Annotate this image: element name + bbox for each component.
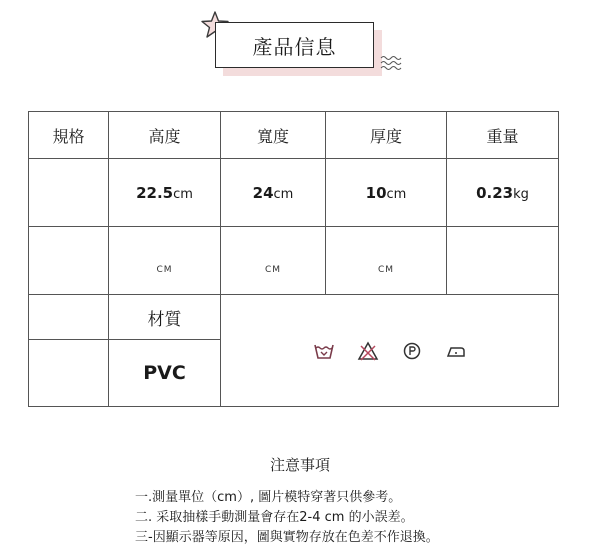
iron-icon — [445, 341, 467, 361]
no-bleach-icon — [357, 341, 379, 361]
unit-label: CM — [377, 265, 395, 275]
care-icons — [221, 341, 558, 361]
table-cell-empty — [447, 227, 559, 295]
height-value: 22.5cm — [109, 159, 221, 227]
care-icons-cell — [221, 295, 559, 407]
notes-list — [135, 488, 439, 548]
thickness-value: 10cm — [326, 159, 447, 227]
width-value: 24cm — [221, 159, 326, 227]
header-thickness: 厚度 — [326, 112, 447, 159]
material-value: PVC — [109, 340, 221, 407]
spec-table — [28, 111, 559, 407]
table-row — [29, 295, 559, 340]
table-cell-empty — [29, 159, 109, 227]
table-cell-empty — [29, 340, 109, 407]
table-cell — [326, 227, 447, 295]
dry-clean-p-icon — [401, 341, 423, 361]
notes-title: 注意事項 — [269, 456, 330, 474]
header-width: 寬度 — [221, 112, 326, 159]
list-item: 一.測量單位（cm）, 圖片模特穿著只供參考。 — [135, 490, 402, 505]
header-spec: 規格 — [29, 112, 109, 159]
header-weight: 重量 — [447, 112, 559, 159]
unit-label: CM — [264, 265, 282, 275]
unit-label: CM — [156, 265, 173, 275]
table-header-row — [29, 112, 559, 159]
table-cell — [221, 227, 326, 295]
list-item: 三-因顯示器等原因，圖與實物存放在色差不作退換。 — [135, 530, 439, 545]
wave-lines-icon — [380, 54, 402, 72]
list-item: 二. 采取抽樣手動測量會存在2-4 cm 的小誤差。 — [135, 510, 414, 525]
page-title: 產品信息 — [215, 22, 374, 68]
material-label: 材質 — [109, 295, 221, 340]
weight-value: 0.23kg — [447, 159, 559, 227]
table-row — [29, 227, 559, 295]
header-height: 高度 — [109, 112, 221, 159]
table-row — [29, 159, 559, 227]
hand-wash-icon — [313, 341, 335, 361]
table-cell — [109, 227, 221, 295]
table-cell-empty — [29, 295, 109, 340]
table-cell-empty — [29, 227, 109, 295]
